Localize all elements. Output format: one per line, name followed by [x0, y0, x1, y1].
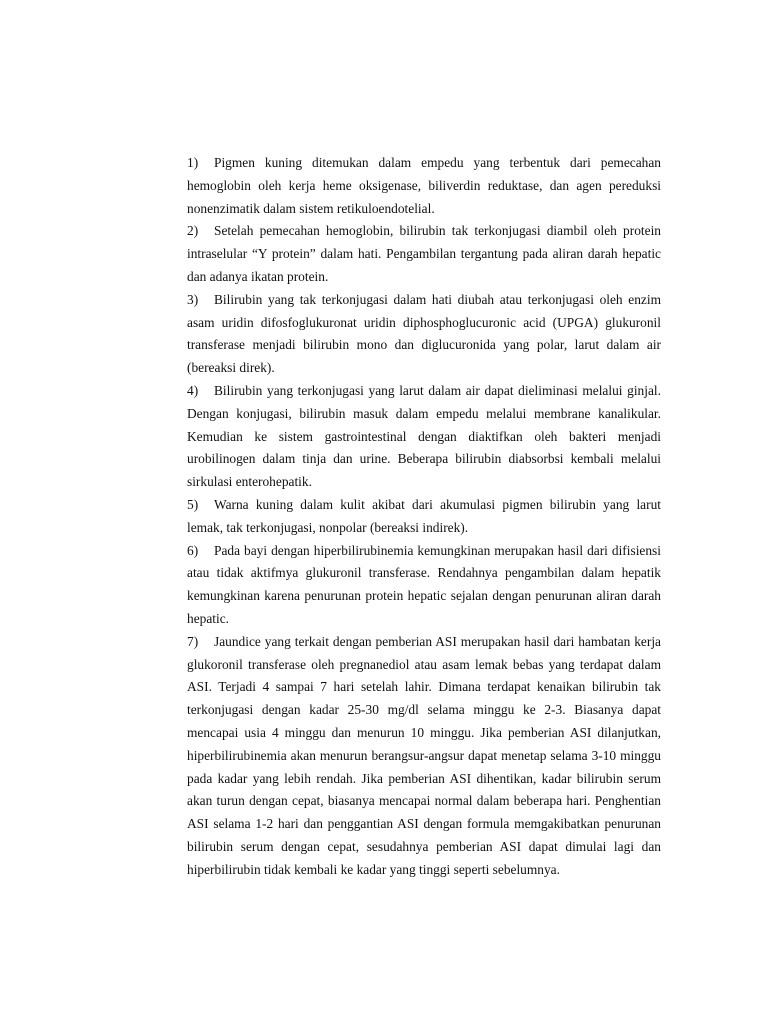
item-text: Pigmen kuning ditemukan dalam empedu yang terbentuk dari pemecahan hemoglobin oleh kerja heme oksigenase, biliverdin reduktase, dan agen pereduksi nonenzimatik dalam sistem retikuloendotelial. [187, 155, 661, 216]
list-item-3 [187, 289, 661, 380]
item-number: 5) [187, 496, 199, 512]
item-text: Bilirubin yang tak terkonjugasi dalam hati diubah atau terkonjugasi oleh enzim asam uridin difosfoglukuronat uridin diphosphoglucuronic acid (UPGA) glukuronil transferase menjadi bilirubin mono dan diglucuronida yang polar, larut dalam air (bereaksi direk). [187, 291, 661, 376]
list-item-5 [187, 494, 661, 540]
list-item-2 [187, 220, 661, 288]
item-number: 1) [187, 155, 199, 170]
item-text: Warna kuning dalam kulit akibat dari akumulasi pigmen bilirubin yang larut lemak, tak terkonjugasi, nonpolar (bereaksi indirek). [187, 496, 661, 535]
list-item-1 [187, 152, 661, 220]
list-item-4 [187, 380, 661, 494]
item-number: 7) [187, 633, 199, 649]
document-page [187, 152, 661, 882]
item-text: Pada bayi dengan hiperbilirubinemia kemungkinan merupakan hasil dari difisiensi atau tidak aktifmya glukuronil transferase. Rendahnya pengambilan dalam hepatik kemungkinan karena penurunan protein hepatic sejalan dengan penurunan aliran darah hepatic. [187, 542, 661, 626]
item-text: Jaundice yang terkait dengan pemberian ASI merupakan hasil dari hambatan kerja glukoronil transferase oleh pregnanediol atau asam lemak bebas yang terdapat dalam ASI. Terjadi 4 sampai 7 hari setelah lahir. Dimana terdapat kenaikan bilirubin tak terkonjugasi dengan kadar 25-30 mg/dl selama minggu ke 2-3. Biasanya dapat mencapai usia 4 minggu dan menurun 10 minggu. Jika pemberian ASI dilanjutkan, hiperbilirubinemia akan menurun berangsur-angsur dapat menetap selama 3-10 minggu pada kadar yang lebih rendah. Jika pemberian ASI dihentikan, kadar bilirubin serum akan turun dengan cepat, biasanya mencapai normal dalam beberapa hari. Penghentian ASI selama 1-2 hari dan penggantian ASI dengan formula memgakibatkan penurunan bilirubin serum dengan cepat, sesudahnya pemberian ASI dapat dimulai lagi dan hiperbilirubin tidak kembali ke kadar yang tinggi seperti sebelumnya. [187, 633, 661, 877]
item-number: 3) [187, 291, 199, 307]
item-text: Setelah pemecahan hemoglobin, bilirubin tak terkonjugasi diambil oleh protein intraselular “Y protein” dalam hati. Pengambilan tergantung pada aliran darah hepatic dan adanya ikatan protein. [187, 223, 661, 284]
item-number: 6) [187, 542, 199, 558]
list-item-6 [187, 540, 661, 631]
item-text: Bilirubin yang terkonjugasi yang larut dalam air dapat dieliminasi melalui ginjal. Dengan konjugasi, bilirubin masuk dalam empedu melalui membrane kanalikular. Kemudian ke sistem gastrointestinal dengan diaktifkan oleh bakteri menjadi urobilinogen dalam tinja dan urine. Beberapa bilirubin diabsorbsi kembali melalui sirkulasi enterohepatik. [187, 382, 661, 490]
item-number: 4) [187, 382, 199, 398]
item-number: 2) [187, 223, 199, 239]
list-item-7 [187, 631, 661, 882]
